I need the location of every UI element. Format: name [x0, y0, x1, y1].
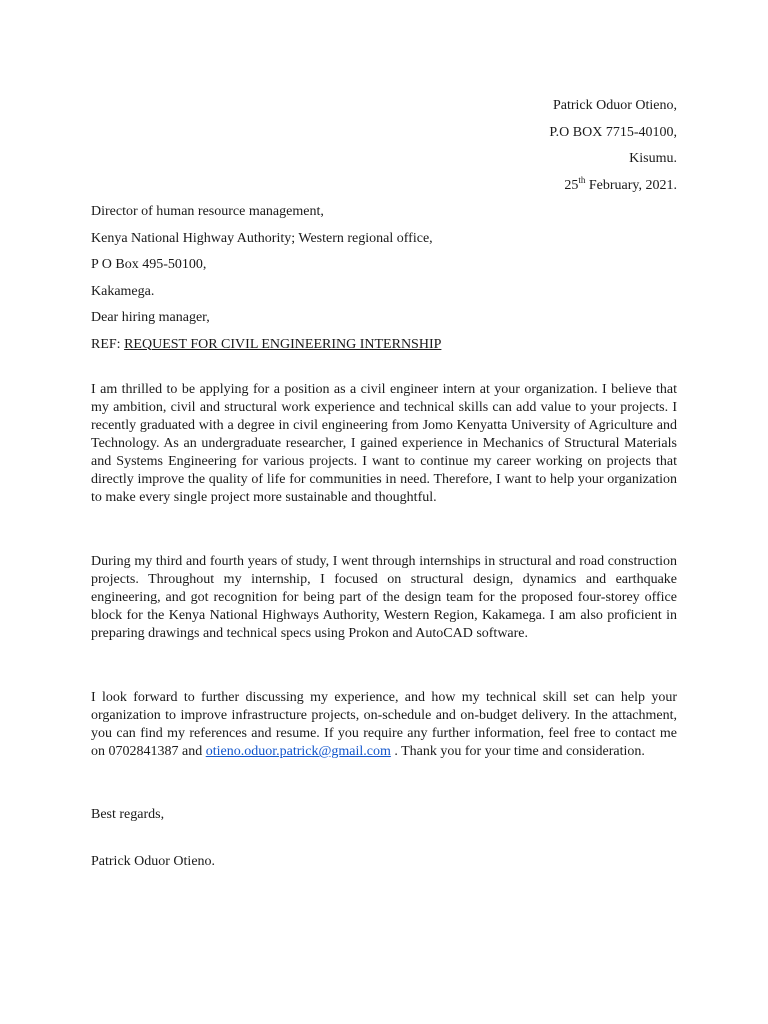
body-paragraph-1: I am thrilled to be applying for a position as a civil engineer intern at your organization. I believe that my ambition, civil and structural work experience and technical skills can add value to your projects. I recently graduated with a degree in civil engineering from Jomo Kenyatta University of Agriculture and Technology. As an undergraduate researcher, I gained experience in Mechanics of Structural Materials and Systems Engineering for various projects. I want to continue my career working on projects that directly improve the quality of life for communities in need. Therefore, I want to help your organization to make every single project more sustainable and thoughtful. — [91, 382, 677, 505]
paragraph-3-ending: . Thank you for your time and consideration. — [390, 744, 645, 759]
reference-line — [91, 332, 441, 359]
letter-date — [549, 173, 677, 200]
recipient-city: Kakamega. — [91, 283, 155, 299]
body-paragraph-3 — [91, 689, 677, 761]
body-paragraph-2: During my third and fourth years of study, I went through internships in structural and road construction projects. Throughout my internship, I focused on structural design, dynamics and earthquake engineering, and got recognition for being part of the design team for the proposed four-storey office block for the Kenya National Highways Authority, Western Region, Kakamega. I am also proficient in preparing drawings and technical specs using Prokon and AutoCAD software. — [91, 554, 677, 641]
paragraph-3-text: I look forward to further discussing my experience, and how my technical skill set can help your organization to improve infrastructure projects, on-schedule and on-budget delivery. In the attachment, you can find my references and resume. If you require any further information, feel free to contact me on 0702841387 and — [91, 690, 677, 759]
sender-address-block — [549, 93, 677, 199]
sender-po-box: P.O BOX 7715-40100, — [549, 124, 677, 140]
date-rest: February, 2021. — [585, 177, 677, 193]
recipient-po-box: P O Box 495-50100, — [91, 257, 207, 272]
recipient-title: Director of human resource management, — [91, 204, 324, 219]
date-suffix: th — [578, 174, 586, 185]
recipient-organization: Kenya National Highway Authority; Western regional office, — [91, 230, 433, 246]
recipient-address-block — [91, 199, 441, 358]
email-link[interactable]: otieno.oduor.patrick@gmail.com — [205, 744, 391, 759]
sender-name: Patrick Oduor Otieno, — [552, 98, 677, 113]
salutation: Dear hiring manager, — [91, 310, 210, 325]
ref-label: REF: — [91, 336, 125, 352]
date-day: 25 — [564, 177, 579, 193]
ref-title: REQUEST FOR CIVIL ENGINEERING INTERNSHIP — [124, 336, 442, 352]
signature-name: Patrick Oduor Otieno. — [91, 854, 216, 869]
sender-city: Kisumu. — [629, 151, 677, 166]
closing: Best regards, — [91, 807, 165, 822]
